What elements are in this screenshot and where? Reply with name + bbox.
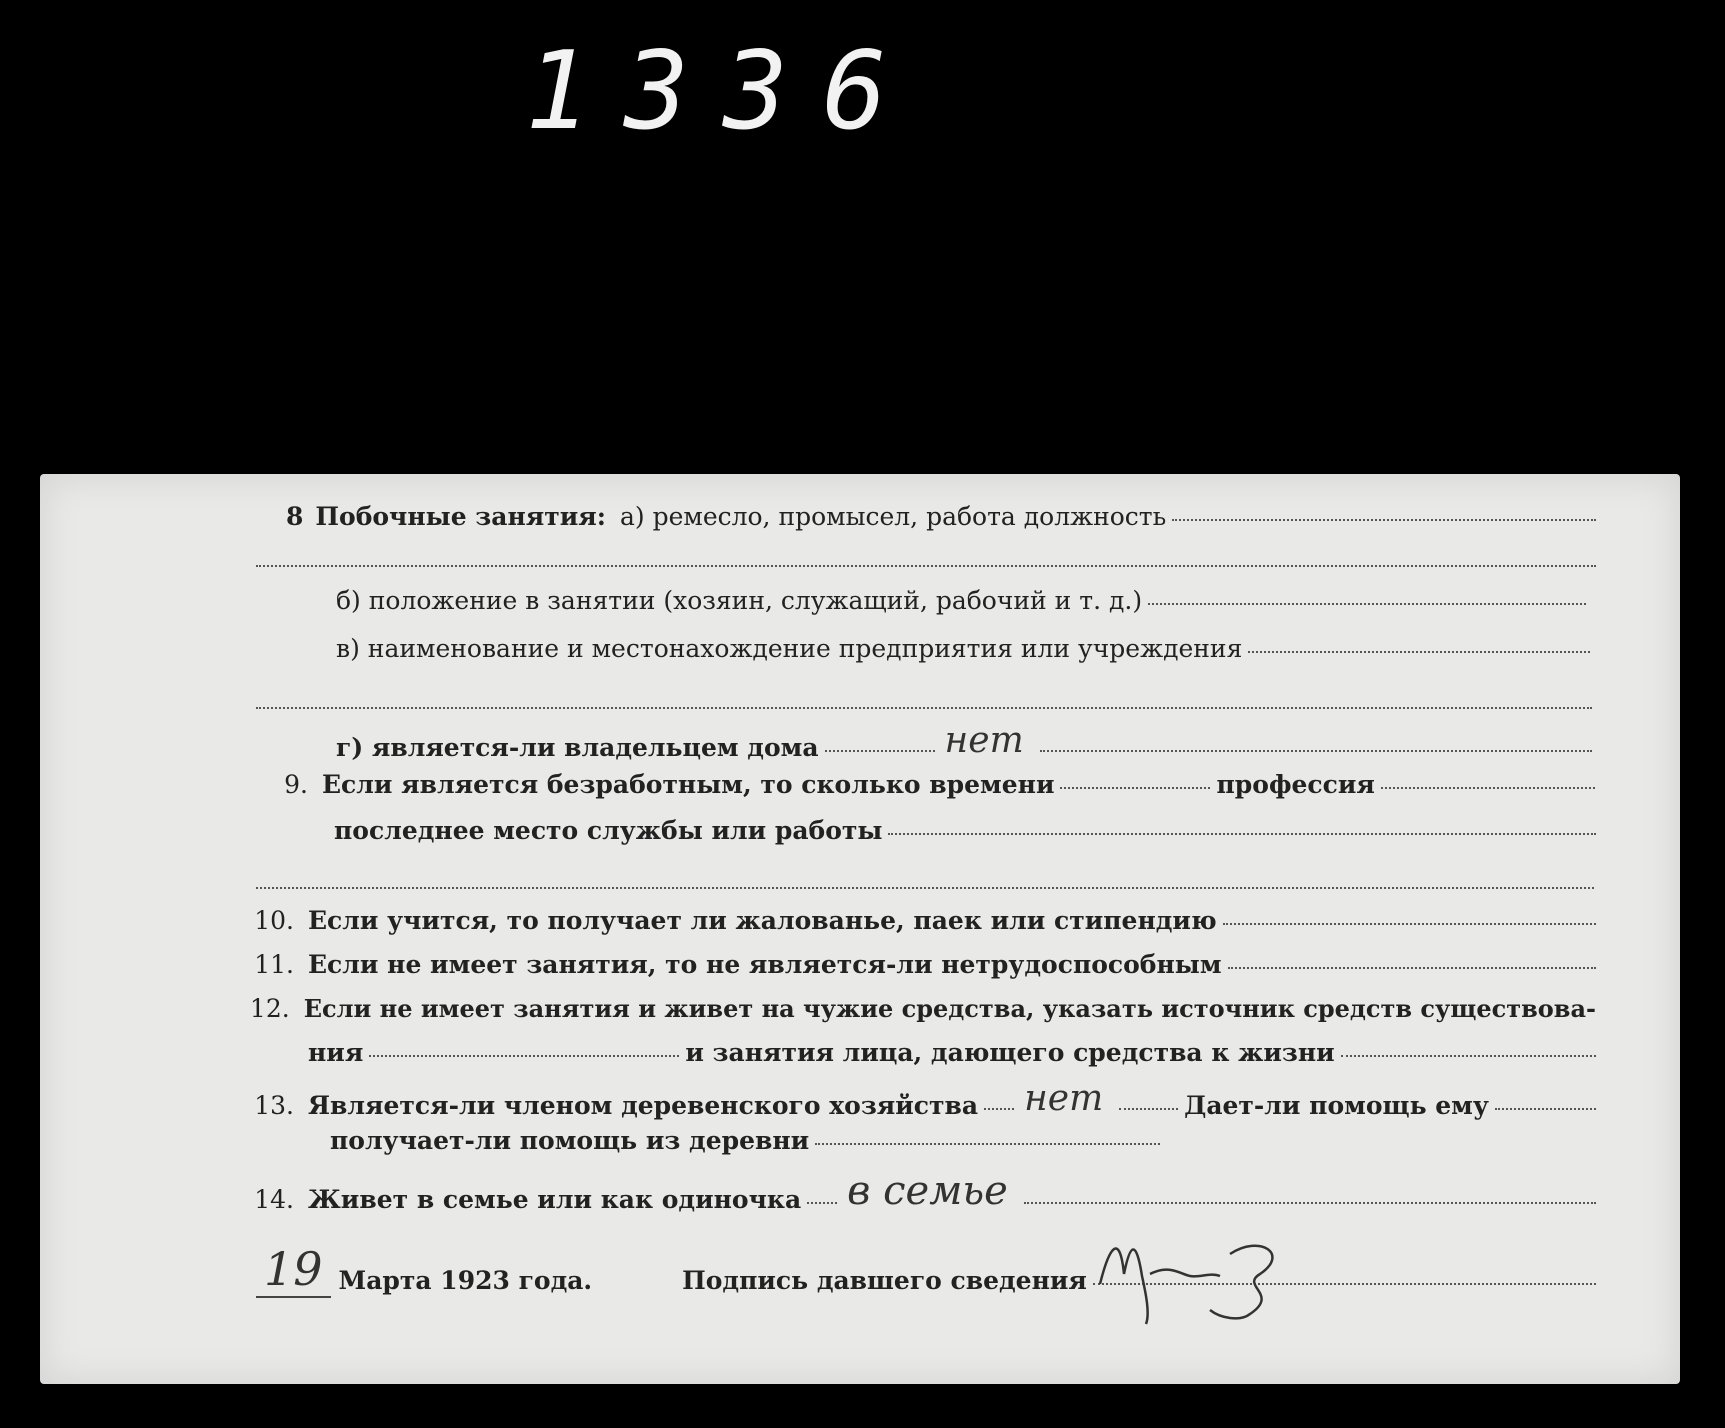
q12-cont2-label: и занятия лица, дающего средства к жизни bbox=[685, 1038, 1335, 1067]
q9-number: 9. bbox=[284, 770, 308, 799]
q13-help-label: Дает-ли помощь ему bbox=[1184, 1091, 1489, 1120]
q13-field bbox=[1119, 1107, 1178, 1110]
q13-row-cont bbox=[330, 1126, 1160, 1155]
date-text: Марта 1923 года. bbox=[338, 1266, 593, 1295]
q9-time-field bbox=[1060, 786, 1210, 789]
q8-row-g bbox=[336, 720, 1592, 765]
q10-field bbox=[1223, 922, 1596, 925]
q9-last-place-label: последнее место службы или работы bbox=[334, 816, 883, 845]
q13-help-field bbox=[1495, 1107, 1596, 1110]
footer-row bbox=[256, 1242, 1596, 1302]
q12-source-field bbox=[369, 1054, 679, 1057]
q8-row-v bbox=[336, 634, 1590, 663]
q12-number: 12. bbox=[249, 994, 290, 1023]
q8-number: 8 bbox=[286, 502, 304, 531]
q9-row bbox=[250, 770, 1595, 799]
q8-v-continuation-line bbox=[256, 706, 1592, 709]
q8-row-a bbox=[286, 502, 1596, 531]
q11-label: Если не имеет занятия, то не является-ли нетрудоспособным bbox=[308, 950, 1222, 979]
q8-b-field bbox=[1148, 602, 1586, 605]
q12-person-field bbox=[1341, 1054, 1596, 1057]
q12-cont-label: ния bbox=[308, 1038, 364, 1067]
q14-row bbox=[236, 1168, 1596, 1218]
date-day: 19 bbox=[256, 1242, 331, 1298]
q10-row bbox=[236, 906, 1596, 935]
q9-label: Если является безработным, то сколько времени bbox=[322, 770, 1055, 799]
q13-cont-field bbox=[815, 1142, 1160, 1145]
q9-profession-field bbox=[1381, 786, 1595, 789]
q10-number: 10. bbox=[254, 906, 294, 935]
q8-g-answer: нет bbox=[944, 720, 1024, 761]
q11-row bbox=[236, 950, 1596, 979]
q9-last-place-field bbox=[888, 832, 1596, 835]
q13-answer: нет bbox=[1024, 1078, 1104, 1119]
q11-field bbox=[1228, 966, 1596, 969]
q8-g-label: г) является-ли владельцем дома bbox=[336, 733, 819, 762]
q10-label: Если учится, то получает ли жалованье, паек или стипендию bbox=[308, 906, 1217, 935]
q11-number: 11. bbox=[254, 950, 294, 979]
q8-a-field bbox=[1172, 518, 1596, 521]
q8-v-field bbox=[1248, 650, 1590, 653]
q14-answer: в семье bbox=[847, 1168, 1008, 1214]
census-form-card bbox=[40, 474, 1680, 1384]
q8-v-label: в) наименование и местонахождение предприятия или учреждения bbox=[336, 634, 1243, 663]
q8-row-b bbox=[336, 586, 1586, 615]
q12-row-cont bbox=[308, 1038, 1596, 1067]
q14-field bbox=[1024, 1201, 1596, 1204]
q14-label: Живет в семье или как одиночка bbox=[308, 1185, 802, 1214]
signature-label: Подпись давшего сведения bbox=[682, 1266, 1087, 1295]
frame-number: 1336 bbox=[525, 29, 922, 154]
q14-number: 14. bbox=[254, 1185, 294, 1214]
q9-profession-label: профессия bbox=[1216, 770, 1375, 799]
q8-title: Побочные занятия: bbox=[315, 502, 606, 531]
q8-a-label: а) ремесло, промысел, работа должность bbox=[619, 502, 1167, 531]
q13-number: 13. bbox=[254, 1091, 294, 1120]
q8-a-continuation-line bbox=[256, 564, 1596, 567]
q13-row bbox=[236, 1078, 1596, 1123]
handwritten-signature bbox=[1090, 1214, 1310, 1334]
q8-g-field bbox=[1040, 749, 1592, 752]
q8-b-label: б) положение в занятии (хозяин, служащий, рабочий и т. д.) bbox=[336, 586, 1143, 615]
q13-cont-label: получает-ли помощь из деревни bbox=[330, 1126, 810, 1155]
q9-continuation-line bbox=[256, 886, 1594, 889]
q13-label: Является-ли членом деревенского хозяйства bbox=[308, 1091, 979, 1120]
q9-row-last-place bbox=[334, 816, 1596, 845]
q12-label: Если не имеет занятия и живет на чужие средства, указать источник средств существова- bbox=[303, 994, 1596, 1023]
q12-row bbox=[236, 994, 1596, 1023]
